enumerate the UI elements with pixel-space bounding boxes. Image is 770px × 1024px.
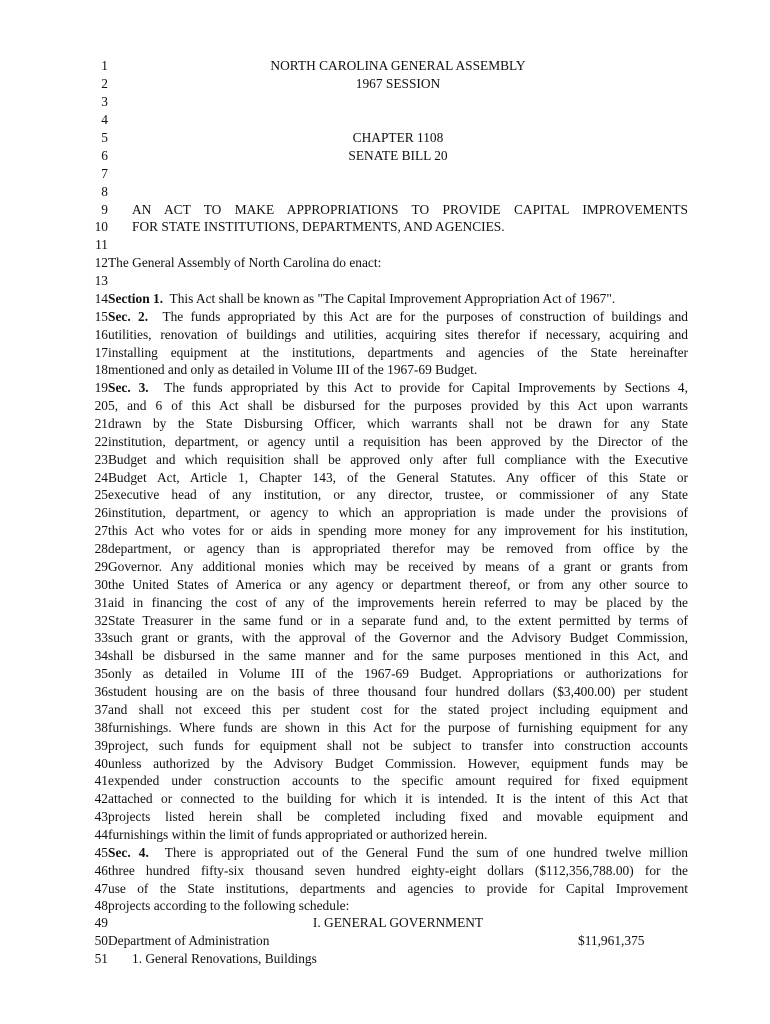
line-number: 32 bbox=[94, 613, 108, 628]
line-number: 6 bbox=[101, 148, 108, 163]
line-49 bbox=[0, 914, 770, 932]
line-number: 40 bbox=[94, 756, 108, 771]
line-35 bbox=[0, 665, 770, 683]
line-number: 30 bbox=[94, 577, 108, 592]
section-label: Sec. 4. bbox=[108, 845, 149, 860]
line-10 bbox=[0, 218, 770, 236]
line-number: 1 bbox=[101, 58, 108, 73]
line-number: 33 bbox=[94, 630, 108, 645]
line-23 bbox=[0, 451, 770, 469]
section-text: department, or agency than is appropriated therefor may be removed from office by the bbox=[108, 541, 688, 556]
schedule-heading: I. GENERAL GOVERNMENT bbox=[312, 915, 484, 930]
line-number: 7 bbox=[101, 166, 108, 181]
line-17 bbox=[0, 344, 770, 362]
section-text: unless authorized by the Advisory Budget Commission. However, equipment funds may be bbox=[108, 756, 688, 771]
section-3 bbox=[108, 379, 688, 397]
line-29 bbox=[0, 558, 770, 576]
line-number: 47 bbox=[94, 881, 108, 896]
line-number: 12 bbox=[94, 255, 108, 270]
line-number: 41 bbox=[94, 773, 108, 788]
bill-heading: SENATE BILL 20 bbox=[348, 148, 448, 163]
section-text: aid in financing the cost of any of the improvements herein referred to may be placed by the bbox=[108, 595, 688, 610]
line-number: 51 bbox=[94, 951, 108, 966]
line-3 bbox=[0, 93, 770, 111]
section-text: Budget and which requisition shall be approved only after full compliance with the Executive bbox=[108, 452, 688, 467]
line-number: 19 bbox=[94, 380, 108, 395]
section-text: and shall not exceed this per student cost for the stated project including equipment and bbox=[108, 702, 688, 717]
line-number: 27 bbox=[94, 523, 108, 538]
section-text: three hundred fifty-six thousand seven hundred eighty-eight dollars ($112,356,788.00) for the bbox=[108, 863, 688, 878]
line-27 bbox=[0, 522, 770, 540]
section-text: There is appropriated out of the General Fund the sum of one hundred twelve million bbox=[164, 845, 688, 860]
line-number: 29 bbox=[94, 559, 108, 574]
section-text: State Treasurer in the same fund or in a separate fund and, to the extent permitted by terms of bbox=[108, 613, 688, 628]
line-number: 17 bbox=[94, 345, 108, 360]
line-number: 15 bbox=[94, 309, 108, 324]
line-7 bbox=[0, 165, 770, 183]
line-11 bbox=[0, 236, 770, 254]
line-43 bbox=[0, 808, 770, 826]
line-number: 11 bbox=[95, 237, 108, 252]
section-text: furnishings. Where funds are shown in this Act for the purpose of furnishing equipment for any bbox=[108, 720, 688, 735]
section-text: this Act who votes for or aids in spending more money for any improvement for his institution, bbox=[108, 523, 688, 538]
section-text: projects according to the following schedule: bbox=[108, 898, 350, 913]
line-44 bbox=[0, 826, 770, 844]
line-12 bbox=[0, 254, 770, 272]
line-38 bbox=[0, 719, 770, 737]
line-number: 10 bbox=[94, 219, 108, 234]
line-number: 26 bbox=[94, 505, 108, 520]
section-label: Sec. 3. bbox=[108, 380, 149, 395]
section-text: furnishings within the limit of funds appropriated or authorized herein. bbox=[108, 827, 488, 842]
line-36 bbox=[0, 683, 770, 701]
line-48 bbox=[0, 897, 770, 915]
line-25 bbox=[0, 486, 770, 504]
line-33 bbox=[0, 629, 770, 647]
line-26 bbox=[0, 504, 770, 522]
department-name: Department of Administration bbox=[108, 933, 270, 948]
line-number: 24 bbox=[94, 470, 108, 485]
line-number: 23 bbox=[94, 452, 108, 467]
line-number: 9 bbox=[101, 202, 108, 217]
line-20 bbox=[0, 397, 770, 415]
section-text: attached or connected to the building for which it is intended. It is the intent of this Act that bbox=[108, 791, 688, 806]
schedule-item: 1. General Renovations, Buildings bbox=[132, 951, 317, 966]
section-text: shall be disbursed in the same manner and for the same purposes mentioned in this Act, and bbox=[108, 648, 688, 663]
line-31 bbox=[0, 594, 770, 612]
line-number: 48 bbox=[94, 898, 108, 913]
line-30 bbox=[0, 576, 770, 594]
line-number: 44 bbox=[94, 827, 108, 842]
line-2 bbox=[0, 75, 770, 93]
line-number: 50 bbox=[94, 933, 108, 948]
section-text: use of the State institutions, departments and agencies to provide for Capital Improvement bbox=[108, 881, 688, 896]
section-text: executive head of any institution, or any director, trustee, or commissioner of any State bbox=[108, 487, 688, 502]
section-label: Section 1. bbox=[108, 291, 164, 306]
line-number: 43 bbox=[94, 809, 108, 824]
section-text: The funds appropriated by this Act to provide for Capital Improvements by Sections 4, bbox=[164, 380, 688, 395]
line-number: 42 bbox=[94, 791, 108, 806]
section-text: Budget Act, Article 1, Chapter 143, of the General Statutes. Any officer of this State or bbox=[108, 470, 688, 485]
line-15 bbox=[0, 308, 770, 326]
line-34 bbox=[0, 647, 770, 665]
section-4 bbox=[108, 844, 688, 862]
line-50 bbox=[0, 932, 770, 950]
section-label: Sec. 2. bbox=[108, 309, 149, 324]
line-number: 5 bbox=[101, 130, 108, 145]
section-text: student housing are on the basis of three thousand four hundred dollars ($3,400.00) per student bbox=[108, 684, 688, 699]
act-title-line-1: AN ACT TO MAKE APPROPRIATIONS TO PROVIDE CAPITAL IMPROVEMENTS bbox=[132, 202, 688, 217]
line-19 bbox=[0, 379, 770, 397]
section-text: institution, department, or agency until a requisition has been approved by the Director of the bbox=[108, 434, 688, 449]
line-number: 16 bbox=[94, 327, 108, 342]
section-2 bbox=[108, 308, 688, 326]
line-13 bbox=[0, 272, 770, 290]
line-number: 4 bbox=[101, 112, 108, 127]
section-text: projects listed herein shall be completed including fixed and movable equipment and bbox=[108, 809, 688, 824]
line-22 bbox=[0, 433, 770, 451]
line-number: 39 bbox=[94, 738, 108, 753]
line-number: 37 bbox=[94, 702, 108, 717]
line-28 bbox=[0, 540, 770, 558]
line-21 bbox=[0, 415, 770, 433]
section-text: The funds appropriated by this Act are for the purposes of construction of buildings and bbox=[162, 309, 688, 324]
line-number: 18 bbox=[94, 362, 108, 377]
line-47 bbox=[0, 880, 770, 898]
line-46 bbox=[0, 862, 770, 880]
line-number: 31 bbox=[94, 595, 108, 610]
line-1 bbox=[0, 57, 770, 75]
section-text: drawn by the State Disbursing Officer, which warrants shall not be drawn for any State bbox=[108, 416, 688, 431]
line-42 bbox=[0, 790, 770, 808]
line-9 bbox=[0, 201, 770, 219]
chapter-heading: CHAPTER 1108 bbox=[352, 130, 444, 145]
enacting-clause: The General Assembly of North Carolina do enact: bbox=[108, 255, 382, 270]
line-41 bbox=[0, 772, 770, 790]
line-14 bbox=[0, 290, 770, 308]
line-37 bbox=[0, 701, 770, 719]
line-8 bbox=[0, 183, 770, 201]
line-number: 36 bbox=[94, 684, 108, 699]
section-text: This Act shall be known as "The Capital Improvement Appropriation Act of 1967". bbox=[169, 291, 616, 306]
assembly-heading: NORTH CAROLINA GENERAL ASSEMBLY bbox=[270, 58, 526, 73]
line-number: 8 bbox=[101, 184, 108, 199]
line-number: 45 bbox=[94, 845, 108, 860]
line-24 bbox=[0, 469, 770, 487]
line-number: 46 bbox=[94, 863, 108, 878]
session-heading: 1967 SESSION bbox=[355, 76, 441, 91]
line-40 bbox=[0, 755, 770, 773]
line-number: 25 bbox=[94, 487, 108, 502]
section-text: such grant or grants, with the approval of the Governor and the Advisory Budget Commission, bbox=[108, 630, 688, 645]
line-6 bbox=[0, 147, 770, 165]
line-number: 34 bbox=[94, 648, 108, 663]
department-amount: $11,961,375 bbox=[578, 933, 645, 948]
line-number: 14 bbox=[94, 291, 108, 306]
section-text: institution, department, or agency to which an appropriation is made under the provisions of bbox=[108, 505, 688, 520]
line-number: 21 bbox=[94, 416, 108, 431]
section-text: only as detailed in Volume III of the 1967-69 Budget. Appropriations or authorizations for bbox=[108, 666, 688, 681]
line-number: 28 bbox=[94, 541, 108, 556]
line-51 bbox=[0, 950, 770, 968]
section-text: mentioned and only as detailed in Volume III of the 1967-69 Budget. bbox=[108, 362, 478, 377]
section-text: project, such funds for equipment shall not be subject to transfer into construction accounts bbox=[108, 738, 688, 753]
line-number: 22 bbox=[94, 434, 108, 449]
section-text: expended under construction accounts to the specific amount required for fixed equipment bbox=[108, 773, 688, 788]
line-45 bbox=[0, 844, 770, 862]
line-number: 2 bbox=[101, 76, 108, 91]
line-number: 38 bbox=[94, 720, 108, 735]
act-title-line-2: FOR STATE INSTITUTIONS, DEPARTMENTS, AND AGENCIES. bbox=[132, 219, 505, 234]
line-18 bbox=[0, 361, 770, 379]
line-number: 13 bbox=[94, 273, 108, 288]
section-text: 5, and 6 of this Act shall be disbursed for the purposes provided by this Act upon warrants bbox=[108, 398, 688, 413]
line-number: 35 bbox=[94, 666, 108, 681]
line-5 bbox=[0, 129, 770, 147]
line-16 bbox=[0, 326, 770, 344]
section-text: the United States of America or any agency or department thereof, or from any other source to bbox=[108, 577, 688, 592]
section-text: installing equipment at the institutions, departments and agencies of the State hereinafter bbox=[108, 345, 688, 360]
line-number: 3 bbox=[101, 94, 108, 109]
line-32 bbox=[0, 612, 770, 630]
line-4 bbox=[0, 111, 770, 129]
line-number: 20 bbox=[94, 398, 108, 413]
section-1 bbox=[108, 290, 688, 308]
section-text: utilities, renovation of buildings and utilities, acquiring sites therefor if necessary, acquiring and bbox=[108, 327, 688, 342]
line-number: 49 bbox=[94, 915, 108, 930]
section-text: Governor. Any additional monies which may be received by means of a grant or grants from bbox=[108, 559, 688, 574]
line-39 bbox=[0, 737, 770, 755]
